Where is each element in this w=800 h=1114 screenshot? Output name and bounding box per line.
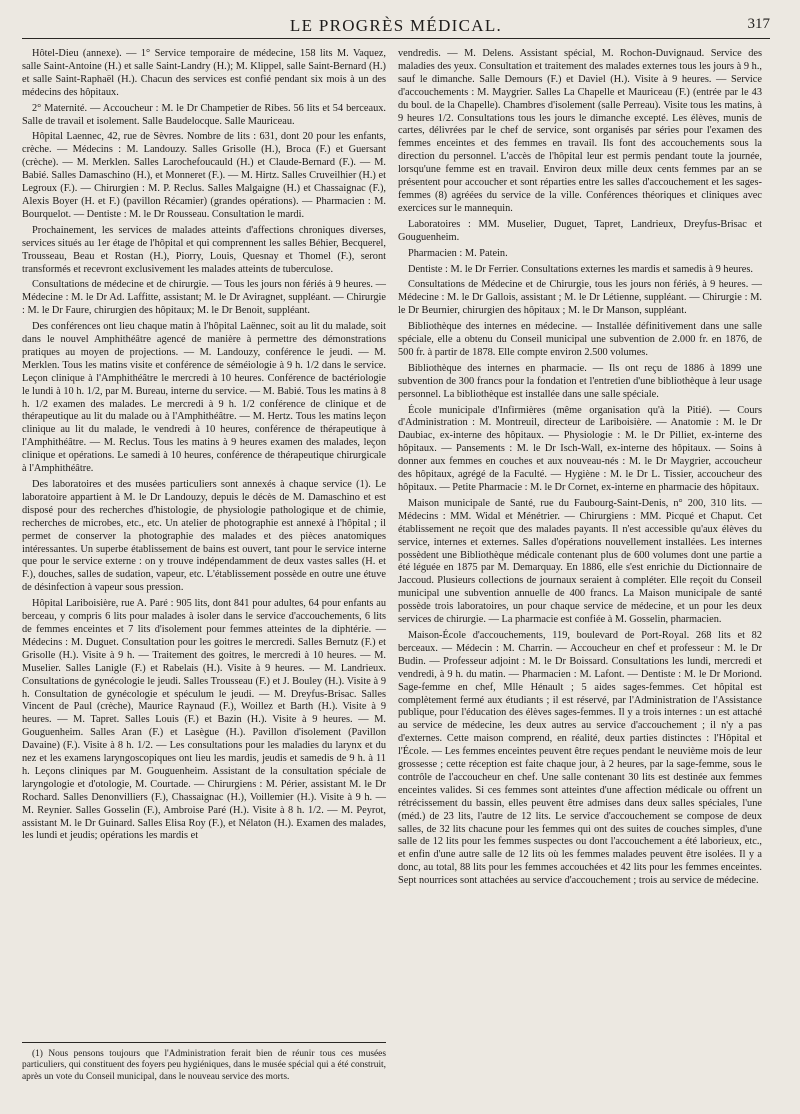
paragraph: École municipale d'Infirmières (même organisation qu'à la Pitié). — Cours d'Administration : M. Montreuil, directeur de Lariboisière. — Anatomie : M. le Dr Daubiac, ex-interne des hôpitaux. — Physiologie : M. le Dr Pilliet, ex-interne des hôpitaux. — Pansements : M. le Dr Isch-Wall, ex-interne des hôpitaux. — Soins à donner aux femmes en couches et aux nouveau-nés : M. le Dr Maygrier, accoucheur des hôpitaux, agrégé de la Faculté. — Hygiène : M. le Dr L. Tissier, accoucheur des hôpitaux. — Petite Pharmacie : M. le Dr Cornet, ex-interne en pharmacie des hôpitaux. (398, 404, 762, 493)
journal-title: LE PROGRÈS MÉDICAL. (289, 16, 503, 35)
paragraph: vendredis. — M. Delens. Assistant spécial, M. Rochon-Duvignaud. Service des maladies des yeux. Consultation et traitement des malades externes tous les jours à 9 h., sauf le dimanche. Salle Demours (F.) et Daviel (H.). Visite à 9 heures. — Service d'accouchements : M. Maygrier. Salles La Chapelle et Mauriceau (F.) (entrée par le 43 du boul. de la Chapelle). Chambres d'isolement (salle Perreau). Visite tous les matins, à 9 heures 1/2. Consultations tous les jours le dimanche excepté. Les élèves, munis de cartes, délivrées par le chef de service, sont organisés par séries pour l'examen des femmes enceintes et des femmes en travail. Ils font des accouchements sous la direction du personnel. L'accès de l'hôpital leur est permis pendant toute la journée, lorsqu'une femme est en travail. Environ deux mille deux cents femmes par an se présentent pour accoucher et sont réparties entre les salles d'accouchement et les sages-femmes (8) agréées du service de la ville. Conférences théoriques et cliniques avec exercices sur le mannequin. (398, 48, 762, 214)
page-number: 317 (747, 16, 770, 32)
footnotes (22, 1042, 386, 1083)
paragraph: Hôpital Laennec, 42, rue de Sèvres. Nombre de lits : 631, dont 20 pour les enfants, crèche. — Médecins : M. Landouzy. Salles Grisolle (H.), Broca (F.) et Guersant (crèche). — M. Merklen. Salles Larochefoucauld (H.) et Claude-Bernard (F.). — M. Babié. Salles Damaschino (H.), et Monneret (F.). — M. Hirtz. Salles Cruveilhier (H.) et Legroux (F.). — Chirurgien : M. P. Reclus. Salles Malgaigne (H.) et Chassaignac (F.), Alexis Boyer (H. et F.) (pavillon Récamier) (grandes opérations). — Pharmacien : M. Bourquelot. — Dentiste : M. le Dr Rousseau. Consultation le mardi. (22, 131, 386, 220)
paragraph: Prochainement, les services de malades atteints d'affections chroniques diverses, services situés au 1er étage de l'hôpital et qui comprennent les salles Béhier, Becquerel, Trousseau, Beau et Rostan (H.), Piorry, Louis, Quesnay et Thomel (F.), seront transformés et recevront exclusivement les malades atteints de tuberculose. (22, 224, 386, 275)
footnote: (1) Nous pensons toujours que l'Administration ferait bien de réunir tous ces musées particuliers, qui constituent des foyers peu hygiéniques, dans le musée spécial qui a été construit, après un vote du Conseil municipal, dans le nouveau service des morts. (22, 1049, 386, 1082)
running-header (22, 10, 770, 39)
paragraph: Consultations de Médecine et de Chirurgie, tous les jours non fériés, à 9 heures. — Médecine : M. le Dr Gallois, assistant ; M. le Dr Létienne, suppléant. — Chirurgie : M. le Dr Beurnier, chirurgien des hôpitaux ; M. le Dr Manson, suppléant. (398, 279, 762, 317)
paragraph: Hôpital Lariboisière, rue A. Paré : 905 lits, dont 841 pour adultes, 64 pour enfants au berceau, y compris 6 lits pour malades à isoler dans le service d'accouchements, 6 lits de femmes enceintes et 7 lits d'isolement pour femmes atteintes de la diphtérie. — Médecins : M. Duguet. Consultation pour les goitres le mercredi. Salles Bernutz (F.) et Grisolle (H.). Visite à 9 h. — Traitement des goitres, le mercredi à 10 heures. — M. Muselier. Salles Lanigle (F.) et Rabelais (H.). Visite à 9 heures. — M. Landrieux. Consultations de gynécologie le jeudi. Salles Trousseau (F.) et J. Bouley (H.). Visite à 9 h. Consultation de gynécologie et spéculum le jeudi. — M. Dreyfus-Brisac. Salles Vincent de Paul (crèche), Maurice Raynaud (F.), Woillez et Barth (H.). Visite à 9 heures. — M. Tapret. Salles Louis (F.) et Bazin (H.). Visite à 9 heures. — M. Gouguenheim. Salles Aran (F.) et Lasègue (H.). Pavillon d'isolement (Pavillon Davaine) (F.). Visite à 8 h. 1/2. — Les consultations pour les maladies du larynx et du nez et les examens laryngoscopiques ont lieu les mardis, jeudis et samedis de 9 h. à 11 h. Leçons cliniques par M. Gouguenheim. Assistant de la consultation spéciale de laryngologie et d'otologie, M. Courtade. — Chirurgiens : M. Périer, assistant M. le Dr Rochard. Salles Denonvilliers (F.), Chassaignac (H.), Voillemier (H.). Visite à 9 h. — M. Reynier. Salles Gosselin (F.), Ambroise Paré (H.). Visite à 8 h. 1/2. — M. Peyrot, assistant M. le Dr Guinard. Salles Elisa Roy (F.), et Nélaton (H.). Examen des malades, les lundi et jeudis; opérations les mardis et (22, 598, 386, 842)
left-column (22, 48, 386, 1110)
paragraph: Pharmacien : M. Patein. (408, 247, 508, 259)
paragraph: Dentiste : M. le Dr Ferrier. Consultations externes les mardis et samedis à 9 heures. (408, 263, 754, 275)
paragraph: Consultations de médecine et de chirurgie. — Tous les jours non fériés à 9 heures. — Médecine : M. le Dr Ad. Laffitte, assistant; M. le Dr Aviragnet, suppléant. — Chirurgie : M. le Dr Faure, chirurgien des hôpitaux; M. le Dr Benoit, suppléant. (22, 279, 386, 317)
paragraph: Laboratoires : MM. Muselier, Duguet, Tapret, Landrieux, Dreyfus-Brisac et Gouguenheim. (398, 218, 762, 243)
paragraph: Hôtel-Dieu (annexe). — 1° Service temporaire de médecine, 158 lits M. Vaquez, salle Saint-Antoine (H.) et salle Saint-Landry (H.); M. Klippel, salle Saint-Bernard (H.) et salle Saint-Raphaël (H.). Chacun des services est confié pendant six mois à un des médecins des hôpitaux. (22, 48, 386, 98)
paragraph: Bibliothèque des internes en médecine. — Installée définitivement dans une salle spéciale, elle a obtenu du Conseil municipal une subvention de 2.000 fr. en 1876, de 500 fr. à partir de 1878. Elle compte environ 2.500 volumes. (398, 321, 762, 358)
paragraph: Maison-École d'accouchements, 119, boulevard de Port-Royal. 268 lits et 82 berceaux. — Médecin : M. Charrin. — Accoucheur en chef et professeur : M. le Dr Budin. — Professeur adjoint : M. le Dr Boissard. Consultations les lundi, mercredi et vendredi, à 9 h. du matin. — Pharmacien : M. Lafont. — Dentiste : M. le Dr Moriond. Sage-femme en chef, Mlle Hénault ; 5 aides sages-femmes. Cet hôpital est complètement fermé aux étudiants ; il est réservé, par l'Administration de l'Assistance publique, pour l'éducation des élèves sages-femmes. Il y a trois internes : un est attaché au service de médecine, les deux autres au service d'accouchement ; il n'y a pas d'externes. Cette maison comprend, en réalité, deux parties distinctes : l'Hôpital et l'École. — Les femmes enceintes peuvent être reçues pendant le neuvième mois de leur grossesse ; cette réception est faite chaque jour, à 2 heures, par la sage-femme, sous le contrôle de l'accoucheur en chef. Une salle contenant 30 lits est destinée aux femmes enceintes valides. Si ces femmes sont atteintes d'une affection médicale ou offrent un rétrécissement du bassin, elles peuvent être admises dans deux salles spéciales, l'une (méd.) de 23 lits, l'autre de 12 lits. Le service d'accouchement se compose de deux salles, de 32 lits chacune pour les femmes qui ont des suites de couches simples, d'une salle de 12 lits pour les femmes suspectes ou dont l'accouchement a été laborieux, etc., et enfin d'une autre salle de 12 lits où les femmes malades peuvent être isolées. Il y a donc, au total, 88 lits pour les femmes accouchées et 42 lits pour les femmes enceintes. Sept nourrices sont attachées au service d'accouchement ; trois au service de médecine. (398, 629, 762, 887)
paragraph: Des conférences ont lieu chaque matin à l'hôpital Laënnec, soit au lit du malade, soit dans le nouvel Amphithéâtre agencé de manière à permettre des démonstrations pratiques au moyen de projections. — M. Landouzy, conférence le jeudi. — M. Merklen. Tous les matins visite et conférence de séméiologie à 9 h. 1/2 dans le service. Leçon clinique à l'Amphithéâtre le mercredi à 10 heures. Conférence de bactériologie le lundi à 10 h. 1/2, par M. Bureau, interne du service. — M. Babié. Tous les matins à 8 h. 1/2 examen des malades. Le mercredi à 9 h. 1/2 conférence de clinique et de thérapeutique au lit du malade ou à l'Amphithéâtre. — M. Hertz. Tous les matins leçon clinique au lit du malade, le vendredi à 10 heures, conférence de thérapeutique à l'Amphithéâtre. — M. Reclus. Tous les matins à 9 heures examen des malades, leçon clinique et opérations. Le samedi à 10 heures, conférence de thérapeutique chirurgicale à l'Amphithéâtre. (22, 321, 386, 475)
paragraph: 2° Maternité. — Accoucheur : M. le Dr Champetier de Ribes. 56 lits et 54 berceaux. Salle de travail et isolement. Salle Baudelocque. Salle Mauriceau. (22, 102, 386, 127)
paragraph: Des laboratoires et des musées particuliers sont annexés à chaque service (1). Le laboratoire appartient à M. le Dr Landouzy, depuis le décès de M. Damaschino et est disposé pour des recherches d'histologie, de physiologie pathologique et de chimie, recherches de microbes, etc., etc. Un atelier de photographie est annexé à l'hôpital ; il permet de conserver la photographie des malades et des pièces anatomiques intéressantes. Un superbe établissement de bains est ouvert, tant pour le service interne que pour le service externe : on y trouve indépendamment de deux vastes salles (H. et F.), douches, salles de sudation, vapeur, etc. L'établissement possède en outre une étuve de désinfection à vapeur sous pression. (22, 479, 386, 594)
paragraph: Bibliothèque des internes en pharmacie. — Ils ont reçu de 1886 à 1899 une subvention de 300 francs pour la fondation et l'entretien d'une bibliothèque à leur usage personnel. La bibliothèque est installée dans une salle spéciale. (398, 362, 762, 400)
right-column (398, 48, 762, 1058)
paragraph: Maison municipale de Santé, rue du Faubourg-Saint-Denis, n° 200, 310 lits. — Médecins : MM. Widal et Ménétrier. — Chirurgiens : MM. Picqué et Chaput. Cet établissement ne reçoit que des malades payants. Il n'est accessible qu'aux élèves du service, internes et externes. Salles d'opérations nouvellement installées. Les internes possèdent une Bibliothèque médicale contenant plus de 600 volumes dont une partie a été léguée en 1875 par M. Demarquay. En 1886, elle s'est enrichie du Dictionnaire de Jaccoud. Plusieurs collections de journaux seraient à compléter. Elle reçoit du Conseil municipal une subvention annuelle de 400 francs. La Maison municipale de santé possède trois laboratoires, un pour chaque service de médecine, et un pour les deux services de chirurgie. — La pharmacie est confiée à M. Gosselin, pharmacien. (398, 497, 762, 626)
